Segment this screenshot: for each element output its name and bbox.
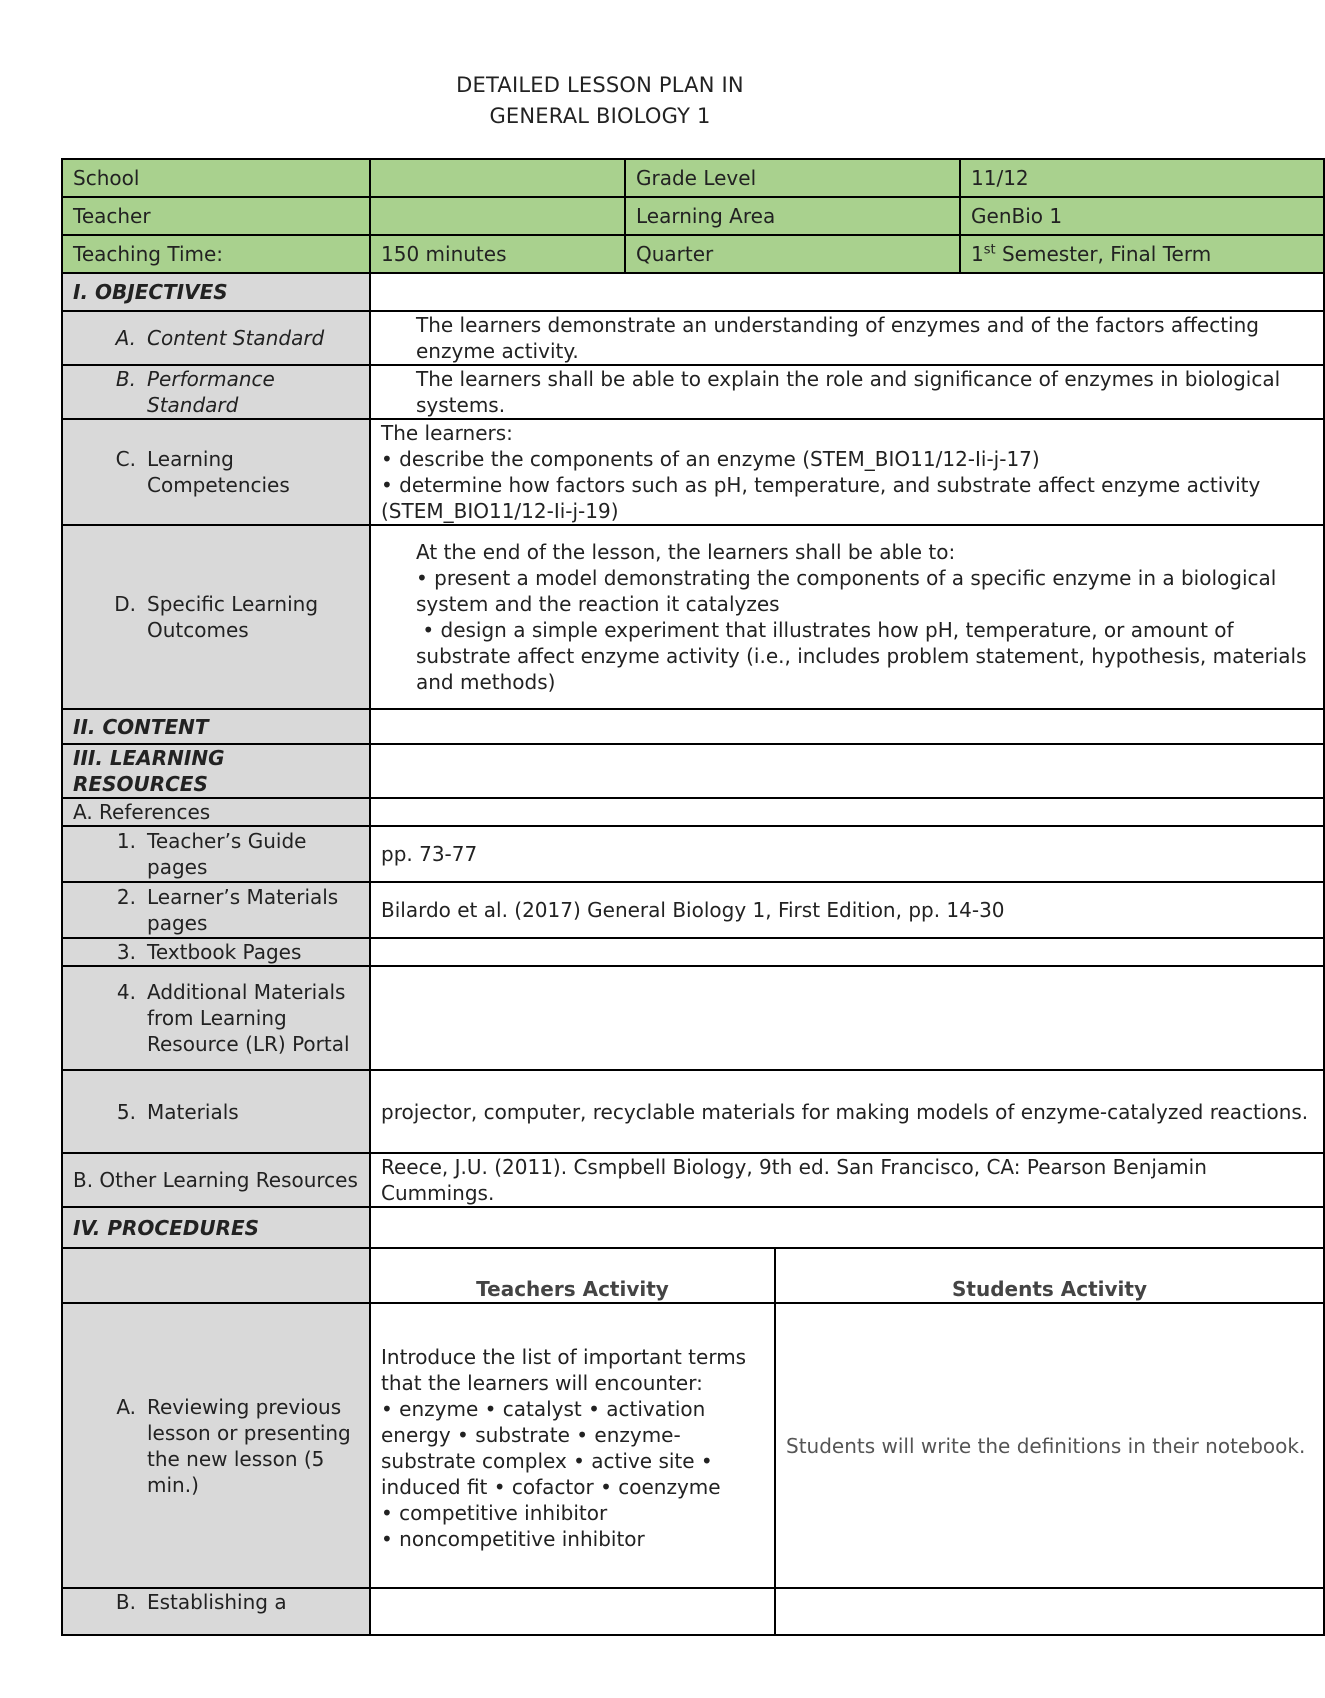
objectives-heading-row [62,273,1324,311]
quarter-sup: st [983,242,996,258]
procedures-heading: IV. PROCEDURES [62,1207,370,1248]
outcome-item: • present a model demonstrating the components of a specific enzyme in a biological system and the reaction it catalyzes [416,566,1277,616]
learning-area-label: Learning Area [625,197,960,235]
learners-materials-row [62,882,1324,938]
competencies-text [370,419,1324,525]
other-resources-label: B. Other Learning Resources [62,1153,370,1207]
lr-portal-row [62,966,1324,1070]
teaching-time-value: 150 minutes [370,235,625,273]
textbook-row [62,938,1324,966]
school-label: School [62,159,370,197]
learners-materials-label: 2. Learner’s Materials pages [62,882,370,938]
content-standard-text: The learners demonstrate an understanding of enzymes and of the factors affecting enzyme activity. [370,311,1324,365]
textbook-label: 3. Textbook Pages [62,938,370,966]
content-standard-label: A. Content Standard [62,311,370,365]
document-title [0,70,1200,132]
teacher-activity-terms: • noncompetitive inhibitor [381,1527,645,1551]
teachers-guide-row [62,826,1324,882]
competencies-label: C. Learning Competencies [62,419,370,525]
materials-label: 5. Materials [62,1070,370,1153]
textbook-value [370,938,1324,966]
outcomes-text [370,525,1324,709]
lesson-plan-table [61,158,1325,1636]
teacher-label: Teacher [62,197,370,235]
title-line-2: GENERAL BIOLOGY 1 [489,104,711,128]
performance-standard-label: B. Performance Standard [62,365,370,419]
materials-value: projector, computer, recyclable materials for making models of enzyme-catalyzed reactions. [370,1070,1324,1153]
other-resources-row [62,1153,1324,1207]
performance-standard-text: The learners shall be able to explain the role and significance of enzymes in biological systems. [370,365,1324,419]
competencies-intro: The learners: [381,421,513,445]
quarter-value [960,235,1324,273]
teaching-time-row [62,235,1324,273]
resources-heading-row [62,744,1324,798]
content-heading: II. CONTENT [62,709,370,744]
procedures-heading-row [62,1207,1324,1248]
procedure-b-label: B. Establishing a [62,1588,370,1635]
teaching-time-label: Teaching Time: [62,235,370,273]
teachers-guide-value: pp. 73-77 [370,826,1324,882]
procedure-a-label: A. Reviewing previous lesson or presenting the new lesson (5 min.) [62,1303,370,1588]
content-standard-row [62,311,1324,365]
teacher-activity-terms: • competitive inhibitor [381,1501,608,1525]
learning-area-value: GenBio 1 [960,197,1324,235]
teacher-value [370,197,625,235]
procedure-a-teacher [370,1303,775,1588]
references-label: A. References [62,798,370,826]
procedure-b-row [62,1588,1324,1635]
resources-heading: III. LEARNING RESOURCES [62,744,370,798]
teacher-row [62,197,1324,235]
materials-row [62,1070,1324,1153]
other-resources-value: Reece, J.U. (2011). Csmpbell Biology, 9th ed. San Francisco, CA: Pearson Benjamin Cummings. [370,1153,1324,1207]
outcomes-row [62,525,1324,709]
quarter-label: Quarter [625,235,960,273]
school-value [370,159,625,197]
students-activity-header: Students Activity [775,1248,1324,1303]
lr-portal-value [370,966,1324,1070]
title-line-1: DETAILED LESSON PLAN IN [456,73,744,97]
outcomes-intro: At the end of the lesson, the learners shall be able to: [416,540,956,564]
content-heading-row [62,709,1324,744]
competencies-row [62,419,1324,525]
references-row [62,798,1324,826]
school-row [62,159,1324,197]
teachers-guide-label: 1. Teacher’s Guide pages [62,826,370,882]
activity-header-row [62,1248,1324,1303]
outcome-item: • design a simple experiment that illustrates how pH, temperature, or amount of substrate affect enzyme activity (i.e., includes problem statement, hypothesis, materials and methods) [416,618,1313,694]
grade-level-value: 11/12 [960,159,1324,197]
teacher-activity-terms: • enzyme • catalyst • activation energy • substrate • enzyme-substrate complex • active site • induced fit • cofactor • coenzyme [381,1397,721,1499]
objectives-heading: I. OBJECTIVES [62,273,370,311]
grade-level-label: Grade Level [625,159,960,197]
learners-materials-value: Bilardo et al. (2017) General Biology 1, First Edition, pp. 14-30 [370,882,1324,938]
teacher-activity-intro: Introduce the list of important terms that the learners will encounter: [381,1345,747,1395]
competency-item: • determine how factors such as pH, temperature, and substrate affect enzyme activity (STEM_BIO11/12-Ii-j-19) [381,473,1261,523]
competency-item: • describe the components of an enzyme (STEM_BIO11/12-Ii-j-17) [381,447,1040,471]
lr-portal-label: 4. Additional Materials from Learning Resource (LR) Portal [62,966,370,1070]
performance-standard-row [62,365,1324,419]
quarter-ordinal: 1 [971,242,984,266]
procedure-a-row [62,1303,1324,1588]
outcomes-label: D. Specific Learning Outcomes [62,525,370,709]
procedure-a-student: Students will write the definitions in their notebook. [775,1303,1324,1588]
teachers-activity-header: Teachers Activity [370,1248,775,1303]
quarter-rest: Semester, Final Term [995,242,1212,266]
